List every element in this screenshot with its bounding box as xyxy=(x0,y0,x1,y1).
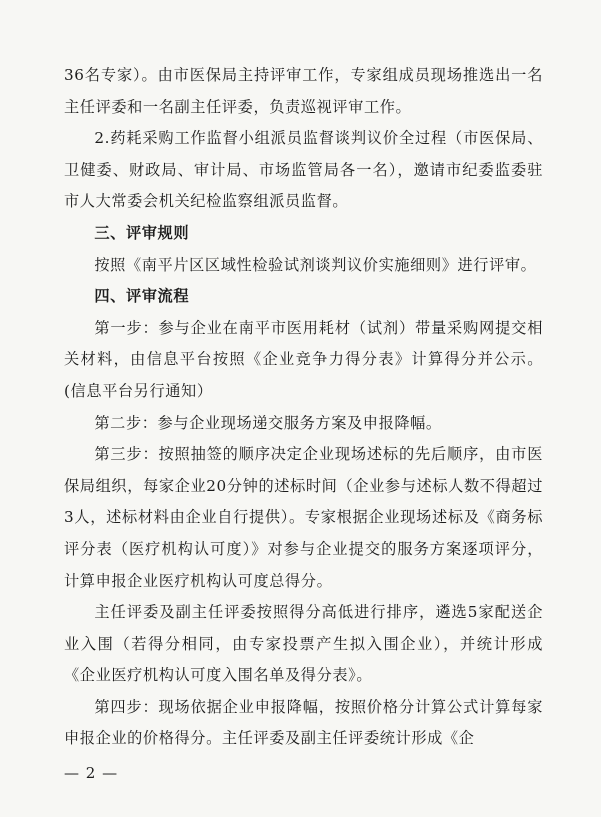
page-number: — 2 — xyxy=(64,764,119,782)
paragraph: 第三步：按照抽签的顺序决定企业现场述标的先后顺序，由市医保局组织，每家企业20分钟的述标时间（企业参与述标人数不得超过3人，述标材料由企业自行提供）。专家根据企业现场述标及《商务标评分表（医疗机构认可度）》对参与企业提交的服务方案逐项评分，计算申报企业医疗机构认可度总得分。 xyxy=(64,445,543,590)
section-heading: 四、评审流程 xyxy=(94,287,190,306)
paragraph: 36名专家）。由市医保局主持评审工作，专家组成员现场推选出一名主任评委和一名副主任评委，负责巡视评审工作。 xyxy=(64,66,543,116)
paragraph: 按照《南平片区区域性检验试剂谈判议价实施细则》进行评审。 xyxy=(94,255,537,274)
section-heading: 三、评审规则 xyxy=(94,223,190,242)
paragraph: 第二步：参与企业现场递交服务方案及申报降幅。 xyxy=(94,413,442,432)
paragraph: 第一步：参与企业在南平市医用耗材（试剂）带量采购网提交相关材料，由信息平台按照《企业竞争力得分表》计算得分并公示。(信息平台另行通知） xyxy=(64,318,543,400)
paragraph: 主任评委及副主任评委按照得分高低进行排序，遴选5家配送企业入围（若得分相同，由专家投票产生拟入围企业），并统计形成《企业医疗机构认可度入围名单及得分表》。 xyxy=(64,603,543,685)
document-body xyxy=(64,60,543,755)
paragraph: 第四步：现场依据企业申报降幅，按照价格分计算公式计算每家申报企业的价格得分。主任评委及副主任评委统计形成《企 xyxy=(64,697,543,748)
paragraph: 2.药耗采购工作监督小组派员监督谈判议价全过程（市医保局、卫健委、财政局、审计局、市场监管局各一名），邀请市纪委监委驻市人大常委会机关纪检监察组派员监督。 xyxy=(64,129,543,211)
